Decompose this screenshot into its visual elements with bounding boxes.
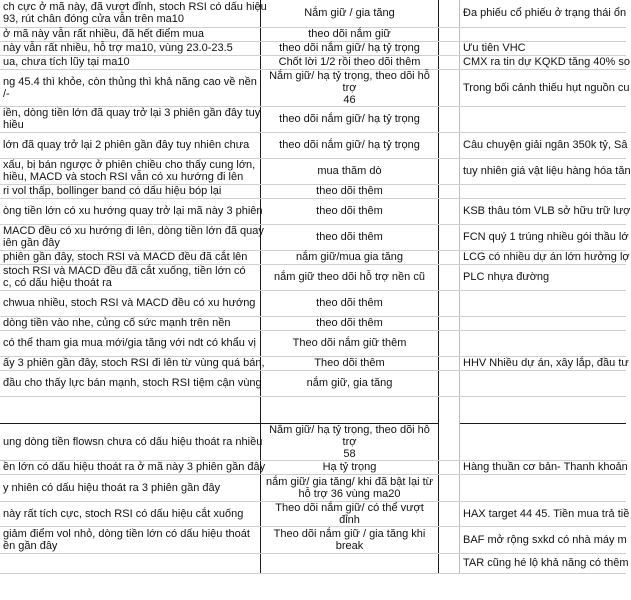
analysis-cell[interactable]	[0, 396, 261, 423]
table-row	[0, 250, 626, 264]
note-cell[interactable]	[460, 290, 627, 316]
action-cell[interactable]: nắm giữ/mua gia tăng	[261, 250, 439, 264]
note-cell[interactable]	[460, 370, 627, 396]
spacer-cell[interactable]	[439, 198, 460, 224]
spacer-cell[interactable]	[439, 290, 460, 316]
action-cell[interactable]: theo dõi thêm	[261, 184, 439, 198]
action-cell[interactable]: Theo dõi thêm	[261, 356, 439, 370]
spacer-cell[interactable]	[439, 396, 460, 423]
action-cell[interactable]: Theo dõi nắm giữ thêm	[261, 330, 439, 356]
table-row	[0, 460, 626, 474]
analysis-cell[interactable]: iền, dòng tiền lớn đã quay trở lại 3 phiên gần đây tuy hiều	[0, 106, 261, 132]
table-row	[0, 27, 626, 41]
note-cell[interactable]: PLC nhựa đường	[460, 264, 627, 290]
analysis-cell[interactable]: ri vol thấp, bollinger band có dấu hiệu bóp lại	[0, 184, 261, 198]
note-cell[interactable]: Trong bối cảnh thiếu hụt nguồn cu	[460, 69, 627, 106]
spacer-cell[interactable]	[439, 356, 460, 370]
action-cell[interactable]: Nắm giữ / gia tăng	[261, 0, 439, 27]
analysis-cell[interactable]: ền lớn có dấu hiệu thoát ra ở mã này 3 phiên gần đây	[0, 460, 261, 474]
spacer-cell[interactable]	[439, 158, 460, 184]
action-cell[interactable]: mua thăm dò	[261, 158, 439, 184]
note-cell[interactable]: BAF mở rộng sxkd có nhà máy m	[460, 526, 627, 553]
analysis-cell[interactable]: xấu, bị bán ngược ở phiên chiều cho thấy cung lớn, hiều, MACD và stoch RSI vẫn có xu hướng đi lên	[0, 158, 261, 184]
table-row	[0, 356, 626, 370]
note-cell[interactable]	[460, 423, 627, 460]
table-row	[0, 290, 626, 316]
action-cell[interactable]	[261, 553, 439, 573]
analysis-cell[interactable]: ung dòng tiền flowsn chưa có dấu hiệu thoát ra nhiều	[0, 423, 261, 460]
analysis-cell[interactable]: dòng tiền vào nhe, củng cố sức mạnh trên nền	[0, 316, 261, 330]
analysis-cell[interactable]: giảm điểm vol nhỏ, dòng tiền lớn có dấu hiệu thoát ền gần đây	[0, 526, 261, 553]
table-row	[0, 106, 626, 132]
spacer-cell[interactable]	[439, 41, 460, 55]
table-row	[0, 198, 626, 224]
action-cell[interactable]: Nắm giữ/ hạ tỷ trọng, theo dõi hỗ trợ 58	[261, 423, 439, 460]
action-cell[interactable]: Theo dõi nắm giữ / gia tăng khi break	[261, 526, 439, 553]
analysis-cell[interactable]: có thể tham gia mua mới/gia tăng với ndt có khẩu vị	[0, 330, 261, 356]
spacer-cell[interactable]	[439, 460, 460, 474]
action-cell[interactable]: nắm giữ, gia tăng	[261, 370, 439, 396]
note-cell[interactable]	[460, 27, 627, 41]
analysis-cell[interactable]: ch cực ở mã này, đã vượt đỉnh, stoch RSI có dấu hiệu 93, rút chân đóng cửa vẫn trên ma10	[0, 0, 261, 27]
table-row	[0, 41, 626, 55]
table-row	[0, 316, 626, 330]
spacer-cell[interactable]	[439, 106, 460, 132]
action-cell[interactable]: theo dõi nắm giữ/ hạ tỷ trọng	[261, 41, 439, 55]
analysis-cell[interactable]: MACD đều có xu hướng đi lên, dòng tiền lớn đã quay iên gần đây	[0, 224, 261, 250]
table-row	[0, 69, 626, 106]
spacer-cell[interactable]	[439, 526, 460, 553]
analysis-cell[interactable]: này vẫn rất nhiều, hỗ trợ ma10, vùng 23.0-23.5	[0, 41, 261, 55]
analysis-cell[interactable]: ng 45.4 thì khỏe, còn thủng thì khả năng cao về nền /-	[0, 69, 261, 106]
spacer-cell[interactable]	[439, 330, 460, 356]
spacer-cell[interactable]	[439, 316, 460, 330]
note-cell[interactable]	[460, 106, 627, 132]
analysis-cell[interactable]: stoch RSI và MACD đều đã cắt xuống, tiền lớn có c, có dấu hiệu thoát ra	[0, 264, 261, 290]
action-cell[interactable]: nắm giữ theo dõi hỗ trợ nền cũ	[261, 264, 439, 290]
analysis-cell[interactable]: ua, chưa tích lũy tại ma10	[0, 55, 261, 69]
action-cell[interactable]: theo dõi nắm giữ	[261, 27, 439, 41]
note-cell[interactable]: HHV Nhiều dự án, xây lắp, đầu tư	[460, 356, 627, 370]
analysis-cell[interactable]: chwua nhiều, stoch RSI và MACD đều có xu hướng	[0, 290, 261, 316]
analysis-cell[interactable]: ấy 3 phiên gần đây, stoch RSI đi lên từ vùng quá bán,	[0, 356, 261, 370]
spacer-cell[interactable]	[439, 501, 460, 526]
spacer-cell[interactable]	[439, 27, 460, 41]
note-cell[interactable]: Đa phiếu cổ phiếu ở trạng thái ổn	[460, 0, 627, 27]
action-cell[interactable]: theo dõi nắm giữ/ hạ tỷ trọng	[261, 132, 439, 158]
note-cell[interactable]: KSB thâu tóm VLB sở hữu trữ lượ	[460, 198, 627, 224]
table-row	[0, 184, 626, 198]
spacer-cell[interactable]	[439, 264, 460, 290]
table-row	[0, 224, 626, 250]
spacer-cell[interactable]	[439, 0, 460, 27]
table-row	[0, 553, 626, 573]
analysis-cell[interactable]: này rất tích cực, stoch RSI có dấu hiệu cắt xuống	[0, 501, 261, 526]
action-cell[interactable]: Chốt lời 1/2 rồi theo dõi thêm	[261, 55, 439, 69]
spacer-cell[interactable]	[439, 474, 460, 501]
note-cell[interactable]	[460, 330, 627, 356]
action-cell[interactable]: nắm giữ/ gia tăng/ khi đã bật lại từ hỗ trợ 36 vùng ma20	[261, 474, 439, 501]
spacer-cell[interactable]	[439, 370, 460, 396]
spacer-cell[interactable]	[439, 224, 460, 250]
note-cell[interactable]: CMX ra tin dự KQKD tăng 40% so	[460, 55, 627, 69]
note-cell[interactable]	[460, 474, 627, 501]
note-cell[interactable]: TAR cũng hé lộ khả năng có thêm	[460, 553, 627, 573]
analysis-cell[interactable]: lớn đã quay trở lại 2 phiên gần đây tuy nhiên chưa	[0, 132, 261, 158]
action-cell[interactable]: theo dõi thêm	[261, 198, 439, 224]
table-row	[0, 474, 626, 501]
action-cell[interactable]: theo dõi thêm	[261, 290, 439, 316]
table-row	[0, 330, 626, 356]
note-cell[interactable]: HAX target 44 45. Tiền mua trả tiề	[460, 501, 627, 526]
note-cell[interactable]: Câu chuyện giải ngân 350k tỷ, Sâ	[460, 132, 627, 158]
table-row	[0, 264, 626, 290]
action-cell[interactable]: theo dõi nắm giữ/ hạ tỷ trọng	[261, 106, 439, 132]
spacer-cell[interactable]	[439, 184, 460, 198]
action-cell[interactable]: theo dõi thêm	[261, 316, 439, 330]
analysis-cell[interactable]: ở mã này vẫn rất nhiều, đã hết điểm mua	[0, 27, 261, 41]
note-cell[interactable]	[460, 316, 627, 330]
table-row	[0, 0, 626, 27]
analysis-cell[interactable]: y nhiên có dấu hiệu thoát ra 3 phiên gần đây	[0, 474, 261, 501]
spacer-cell[interactable]	[439, 250, 460, 264]
spacer-cell[interactable]	[439, 553, 460, 573]
note-cell[interactable]: tuy nhiên giá vật liệu hàng hóa tăn	[460, 158, 627, 184]
note-cell[interactable]: FCN quý 1 trúng nhiều gói thầu lớ	[460, 224, 627, 250]
note-cell[interactable]: LCG có nhiều dự án lớn hưởng lợ	[460, 250, 627, 264]
table-row	[0, 501, 626, 526]
note-cell[interactable]: Hàng thuần cơ bản- Thanh khoản	[460, 460, 627, 474]
table-row	[0, 132, 626, 158]
action-cell[interactable]: Nắm giữ/ hạ tỷ trọng, theo dõi hỗ trợ 46	[261, 69, 439, 106]
spacer-cell[interactable]	[439, 55, 460, 69]
spacer-cell[interactable]	[439, 132, 460, 158]
analysis-cell[interactable]: đầu cho thấy lực bán mạnh, stoch RSI tiệm cận vùng	[0, 370, 261, 396]
action-cell[interactable]: Theo dõi nắm giữ/ có thể vượt đỉnh	[261, 501, 439, 526]
analysis-cell[interactable]	[0, 553, 261, 573]
analysis-cell[interactable]: òng tiền lớn có xu hướng quay trở lại mã này 3 phiên	[0, 198, 261, 224]
table-row	[0, 396, 626, 423]
note-cell[interactable]: Ưu tiên VHC	[460, 41, 627, 55]
note-cell[interactable]	[460, 184, 627, 198]
table-row	[0, 55, 626, 69]
spacer-cell[interactable]	[439, 423, 460, 460]
analysis-cell[interactable]: phiên gần đây, stoch RSI và MACD đều đã cắt lên	[0, 250, 261, 264]
action-cell[interactable]: theo dõi thêm	[261, 224, 439, 250]
table-row	[0, 370, 626, 396]
action-cell[interactable]	[261, 396, 439, 423]
table-row	[0, 526, 626, 553]
action-cell[interactable]: Hạ tỷ trọng	[261, 460, 439, 474]
table-row	[0, 158, 626, 184]
table-row	[0, 423, 626, 460]
spacer-cell[interactable]	[439, 69, 460, 106]
note-cell[interactable]	[460, 396, 627, 423]
